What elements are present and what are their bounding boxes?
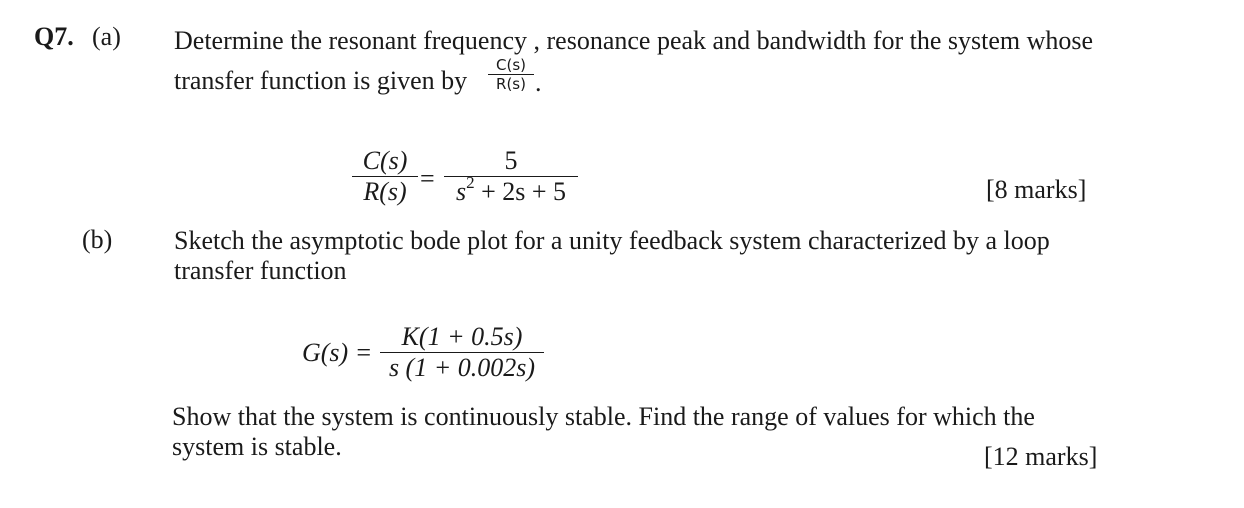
equation-1-rhs-den-rest: + 2s + 5 (474, 177, 567, 206)
question-number: Q7. (34, 22, 74, 51)
part-b-line-3: Show that the system is continuously stable. Find the range of values for which the (172, 402, 1035, 431)
equation-1-rhs (444, 146, 578, 210)
part-b-line-2: transfer function (174, 256, 347, 285)
equation-1-rhs-denominator (444, 173, 578, 210)
inline-fraction-denominator: R(s) (496, 75, 526, 93)
part-b-line-4: system is stable. (172, 432, 342, 461)
equation-2-numerator: K(1 + 0.5s) (401, 322, 523, 351)
equation-1-rhs-den-exponent: 2 (466, 173, 475, 192)
inline-fraction-period: . (535, 68, 542, 97)
equation-2-denominator: s (1 + 0.002s) (388, 353, 536, 382)
part-a-marks: [8 marks] (986, 175, 1087, 204)
equation-2-fraction (380, 322, 544, 383)
inline-transfer-fraction (488, 56, 534, 93)
part-a-line-2: transfer function is given by (174, 66, 468, 95)
equation-1-rhs-numerator: 5 (504, 146, 518, 175)
part-a-line-1: Determine the resonant frequency , resonance peak and bandwidth for the system whose (174, 26, 1094, 55)
equation-2-lhs: G(s) = (302, 338, 373, 367)
equation-1-lhs-numerator: C(s) (362, 146, 408, 175)
part-a-label: (a) (92, 22, 121, 51)
part-b-label: (b) (82, 225, 113, 254)
equation-1-lhs-denominator: R(s) (363, 177, 407, 206)
part-b-line-1: Sketch the asymptotic bode plot for a unity feedback system characterized by a loop (174, 226, 1050, 255)
part-b-marks: [12 marks] (984, 442, 1098, 471)
equation-1-lhs (352, 146, 418, 207)
equation-1-rhs-den-s: s (455, 177, 467, 206)
inline-fraction-numerator: C(s) (496, 56, 526, 74)
equation-1-equals: = (420, 164, 435, 193)
